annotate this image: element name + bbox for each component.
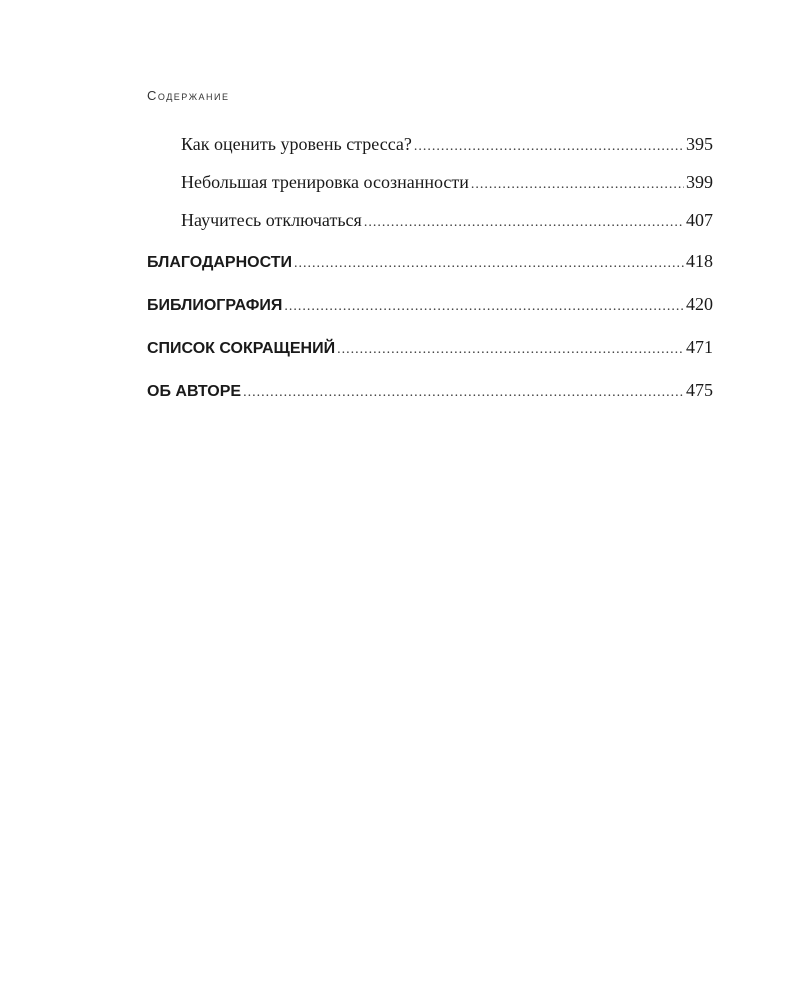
toc-entry-page: 420 bbox=[686, 294, 713, 314]
running-head: Содержание bbox=[147, 88, 230, 103]
dot-leader bbox=[243, 378, 684, 408]
dot-leader bbox=[414, 131, 684, 163]
dot-leader bbox=[284, 292, 684, 322]
toc-entry-page: 407 bbox=[686, 210, 713, 230]
toc-entry-title: СПИСОК СОКРАЩЕНИЙ bbox=[147, 340, 336, 357]
dot-leader bbox=[294, 249, 684, 279]
toc-entry-bibliography[interactable] bbox=[147, 289, 713, 332]
toc-entry-switch-off[interactable] bbox=[147, 204, 713, 242]
dot-leader bbox=[364, 207, 684, 239]
toc-entry-title: Научитесь отключаться bbox=[181, 210, 362, 230]
toc-entry-about-author[interactable] bbox=[147, 375, 713, 418]
toc-entry-title: БЛАГОДАРНОСТИ bbox=[147, 254, 293, 271]
toc-entry-mindfulness-training[interactable] bbox=[147, 166, 713, 204]
toc-entry-page: 395 bbox=[686, 134, 713, 154]
toc-entry-page: 399 bbox=[686, 172, 713, 192]
toc-entry-title: Небольшая тренировка осознанности bbox=[181, 172, 469, 192]
dot-leader bbox=[471, 169, 684, 201]
toc-entry-page: 475 bbox=[686, 380, 713, 400]
toc-entry-title: БИБЛИОГРАФИЯ bbox=[147, 297, 283, 314]
dot-leader bbox=[337, 335, 684, 365]
toc-entry-page: 471 bbox=[686, 337, 713, 357]
toc-entry-abbreviations[interactable] bbox=[147, 332, 713, 375]
toc-entry-title: Как оценить уровень стресса? bbox=[181, 134, 412, 154]
table-of-contents bbox=[147, 128, 713, 418]
toc-entry-title: ОБ АВТОРЕ bbox=[147, 383, 242, 400]
toc-entry-stress-level[interactable] bbox=[147, 128, 713, 166]
toc-entry-acknowledgements[interactable] bbox=[147, 246, 713, 289]
toc-entry-page: 418 bbox=[686, 251, 713, 271]
